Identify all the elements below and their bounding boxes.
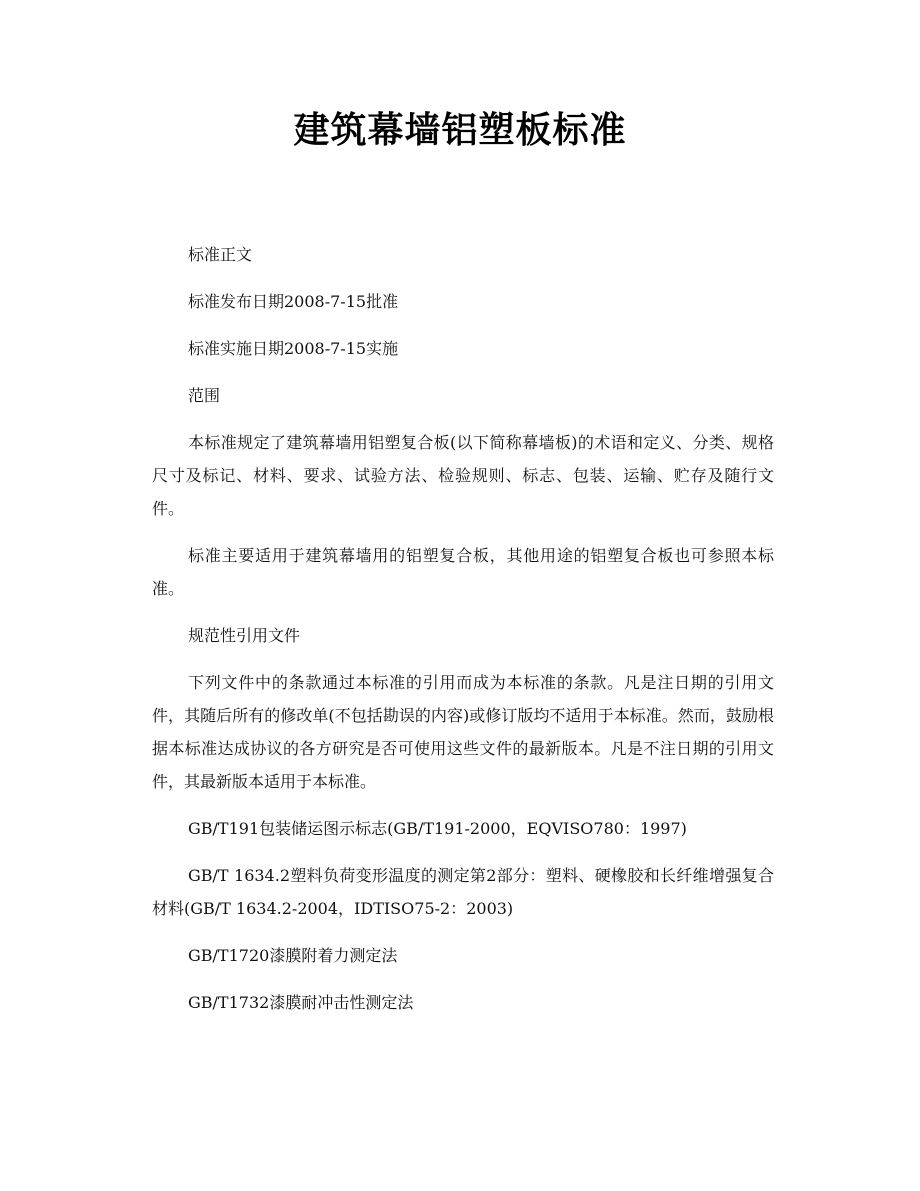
paragraph-scope-application: 标准主要适用于建筑幕墙用的铝塑复合板，其他用途的铝塑复合板也可参照本标准。 <box>152 546 774 598</box>
paragraph-normative-references: 下列文件中的条款通过本标准的引用而成为本标准的条款。凡是注日期的引用文件，其随后所有的修改单(不包括勘误的内容)或修订版均不适用于本标准。然而，鼓励根据本标准达成协议的各方研究是否可使用这些文件的最新版本。凡是不注日期的引用文件，其最新版本适用于本标准。 <box>152 673 774 791</box>
paragraph-release-date: 标准发布日期2008-7-15批准 <box>188 292 399 311</box>
reference-item: GB/T 1634.2塑料负荷变形温度的测定第2部分：塑料、硬橡胶和长纤维增强复合材料(GB/T 1634.2-2004，IDTISO75-2：2003) <box>152 866 774 918</box>
reference-item: GB/T1720漆膜附着力测定法 <box>188 946 398 965</box>
section-heading-normative-references: 规范性引用文件 <box>188 626 301 645</box>
document-body <box>152 238 774 1033</box>
reference-item: GB/T191包装储运图示标志(GB/T191-2000，EQVISO780：1997) <box>188 819 687 838</box>
document-title: 建筑幕墙铝塑板标准 <box>293 109 627 151</box>
paragraph-implementation-date: 标准实施日期2008-7-15实施 <box>188 339 399 358</box>
paragraph-standard-text: 标准正文 <box>188 245 253 264</box>
paragraph-scope-definition: 本标准规定了建筑幕墙用铝塑复合板(以下简称幕墙板)的术语和定义、分类、规格尺寸及标记、材料、要求、试验方法、检验规则、标志、包装、运输、贮存及随行文件。 <box>152 433 774 518</box>
section-heading-scope: 范围 <box>188 386 221 405</box>
reference-item: GB/T1732漆膜耐冲击性测定法 <box>188 993 414 1012</box>
